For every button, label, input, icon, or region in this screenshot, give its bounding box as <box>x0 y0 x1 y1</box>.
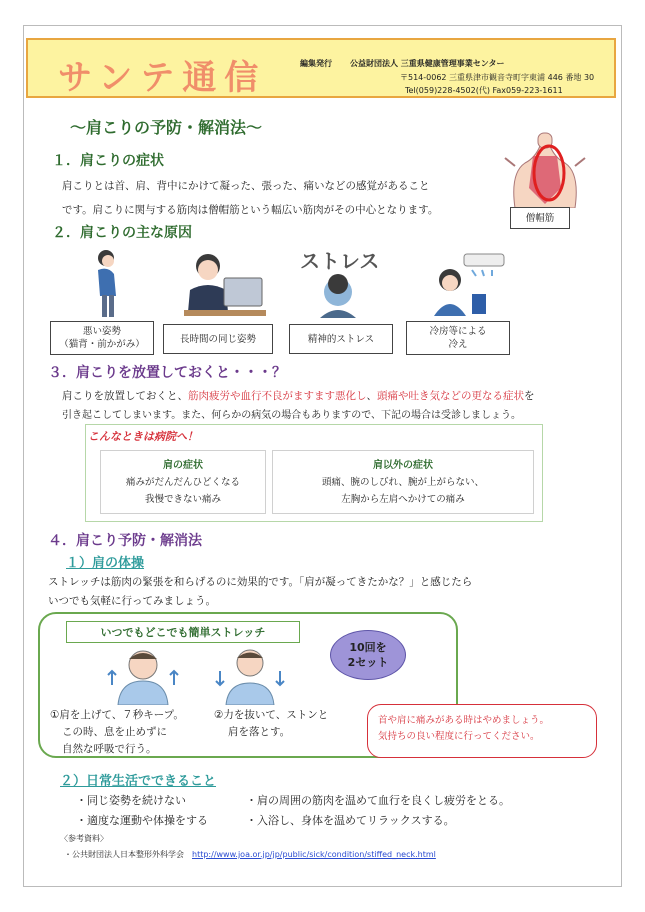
caution-note <box>367 704 597 758</box>
reference-link[interactable]: http://www.joa.or.jp/jp/public/sick/condition/stiffed_neck.html <box>192 850 436 859</box>
reference-label: 〈参考資料〉 <box>60 834 108 843</box>
trapezius-label: 僧帽筋 <box>510 207 570 229</box>
reference-org: ・公共財団法人日本整形外科学会 <box>64 850 184 859</box>
tip-4: ・入浴し、身体を温めてリラックスする。 <box>246 814 455 827</box>
cause-box-3 <box>289 324 393 354</box>
section3-line1-red2: 頭痛や吐き気などの更なる症状 <box>377 390 524 402</box>
section1-line2: です。肩こりに関与する筋肉は僧帽筋という幅広い筋肉がその中心となります。 <box>62 204 439 216</box>
section3-line1-red1: 筋肉疲労や血行不良がますます悪化し <box>188 390 367 402</box>
shoulder-raise-illustration <box>100 645 186 705</box>
publisher-address: 〒514-0062 三重県津市観音寺町字東浦 446 番地 30 <box>400 73 595 82</box>
shoulder-symptoms-line1: 痛みがだんだんひどくなる <box>125 477 240 488</box>
other-symptoms-line1: 頭痛、腕のしびれ、腕が上がらない、 <box>321 477 485 488</box>
reference-line <box>64 849 436 860</box>
cause-box-2 <box>163 324 273 354</box>
daily-life-subheading: ２）日常生活でできること <box>60 774 217 789</box>
stretch-title: いつでもどこでも簡単ストレッチ <box>66 621 300 643</box>
shoulder-symptoms-box <box>100 450 266 514</box>
repetition-line2: 2セット <box>347 656 389 669</box>
step2-line2: 肩を落とす。 <box>228 726 291 738</box>
publisher-name: 公益財団法人 三重県健康管理事業センター <box>350 59 505 68</box>
hospital-title: こんなときは病院へ！ <box>88 430 198 443</box>
cause-2-line1: 長時間の同じ姿勢 <box>179 333 256 345</box>
caution-line2: 気持ちの良い程度に行ってください。 <box>378 731 540 742</box>
trapezius-illustration <box>495 128 595 208</box>
other-symptoms-line2: 左胸から左肩へかけての痛み <box>341 494 465 505</box>
exercise-intro-line2: いつでも気軽に行ってみましょう。 <box>48 595 216 607</box>
publisher-label: 編集発行 <box>300 59 332 68</box>
section2-heading: ２．肩こりの主な原因 <box>52 225 192 241</box>
section3-line1 <box>62 386 535 406</box>
shoulder-symptoms-line2: 我慢できない痛み <box>144 494 221 505</box>
step2-text <box>214 707 328 741</box>
air-conditioner-illustration <box>428 250 508 318</box>
caution-line1: 首や肩に痛みがある時はやめましょう。 <box>378 715 550 726</box>
cause-3-line1: 精神的ストレス <box>307 333 375 345</box>
step1-text <box>50 707 184 758</box>
repetition-line1: 10回を <box>349 641 387 654</box>
repetition-badge <box>330 630 406 680</box>
section3-line1-post: を <box>524 390 535 402</box>
section3-line1-pre: 肩こりを放置しておくと、 <box>62 390 188 402</box>
cause-box-1 <box>50 321 154 355</box>
step1-line2: この時、息を止めずに <box>62 726 167 738</box>
publisher-phone: Tel(059)228-4502(代) Fax059-223-1611 <box>405 86 563 95</box>
step2-line1: ②力を抜いて、ストンと <box>214 709 329 721</box>
shoulder-drop-illustration <box>210 645 290 705</box>
cause-box-4 <box>406 321 510 355</box>
step1-line3: 自然な呼吸で行う。 <box>62 743 157 755</box>
tip-2: ・肩の周囲の筋肉を温めて血行を良くし疲労をとる。 <box>246 794 510 807</box>
shoulder-symptoms-title: 肩の症状 <box>163 460 203 471</box>
section1-line1: 肩こりとは首、肩、背中にかけて凝った、張った、痛いなどの感覚があること <box>62 180 430 192</box>
step1-line1: ①肩を上げて、７秒キープ。 <box>50 709 184 721</box>
tip-3: ・適度な運動や体操をする <box>76 814 208 827</box>
section4-heading: ４．肩こり予防・解消法 <box>48 533 202 549</box>
cause-1-line1: 悪い姿勢 <box>82 326 121 337</box>
section3-line2: 引き起こしてしまいます。また、何らかの病気の場合もありますので、下記の場合は受診しましょう。 <box>62 410 521 421</box>
stress-illustration <box>298 246 384 318</box>
stress-word: ストレス <box>300 249 380 273</box>
cause-4-line2: 冷え <box>448 339 468 350</box>
newsletter-title: サンテ通信 <box>58 58 267 98</box>
section1-heading: １．肩こりの症状 <box>52 153 164 169</box>
other-symptoms-title: 肩以外の症状 <box>373 460 433 471</box>
main-title: ～肩こりの予防・解消法～ <box>70 118 263 137</box>
shoulder-exercise-subheading: １）肩の体操 <box>66 556 145 571</box>
bad-posture-illustration <box>78 248 138 320</box>
cause-1-line2: （猫背・前かがみ） <box>59 339 145 350</box>
cause-4-line1: 冷房等による <box>429 326 487 337</box>
other-symptoms-box <box>272 450 534 514</box>
section3-heading: ３．肩こりを放置しておくと・・・？ <box>48 365 286 381</box>
tip-1: ・同じ姿勢を続けない <box>76 794 186 807</box>
section3-line1-mid: 、 <box>366 390 377 402</box>
exercise-intro-line1: ストレッチは筋肉の緊張を和らげるのに効果的です。「肩が凝ってきたかな？」と感じたら <box>48 576 473 588</box>
desk-worker-illustration <box>176 252 266 318</box>
